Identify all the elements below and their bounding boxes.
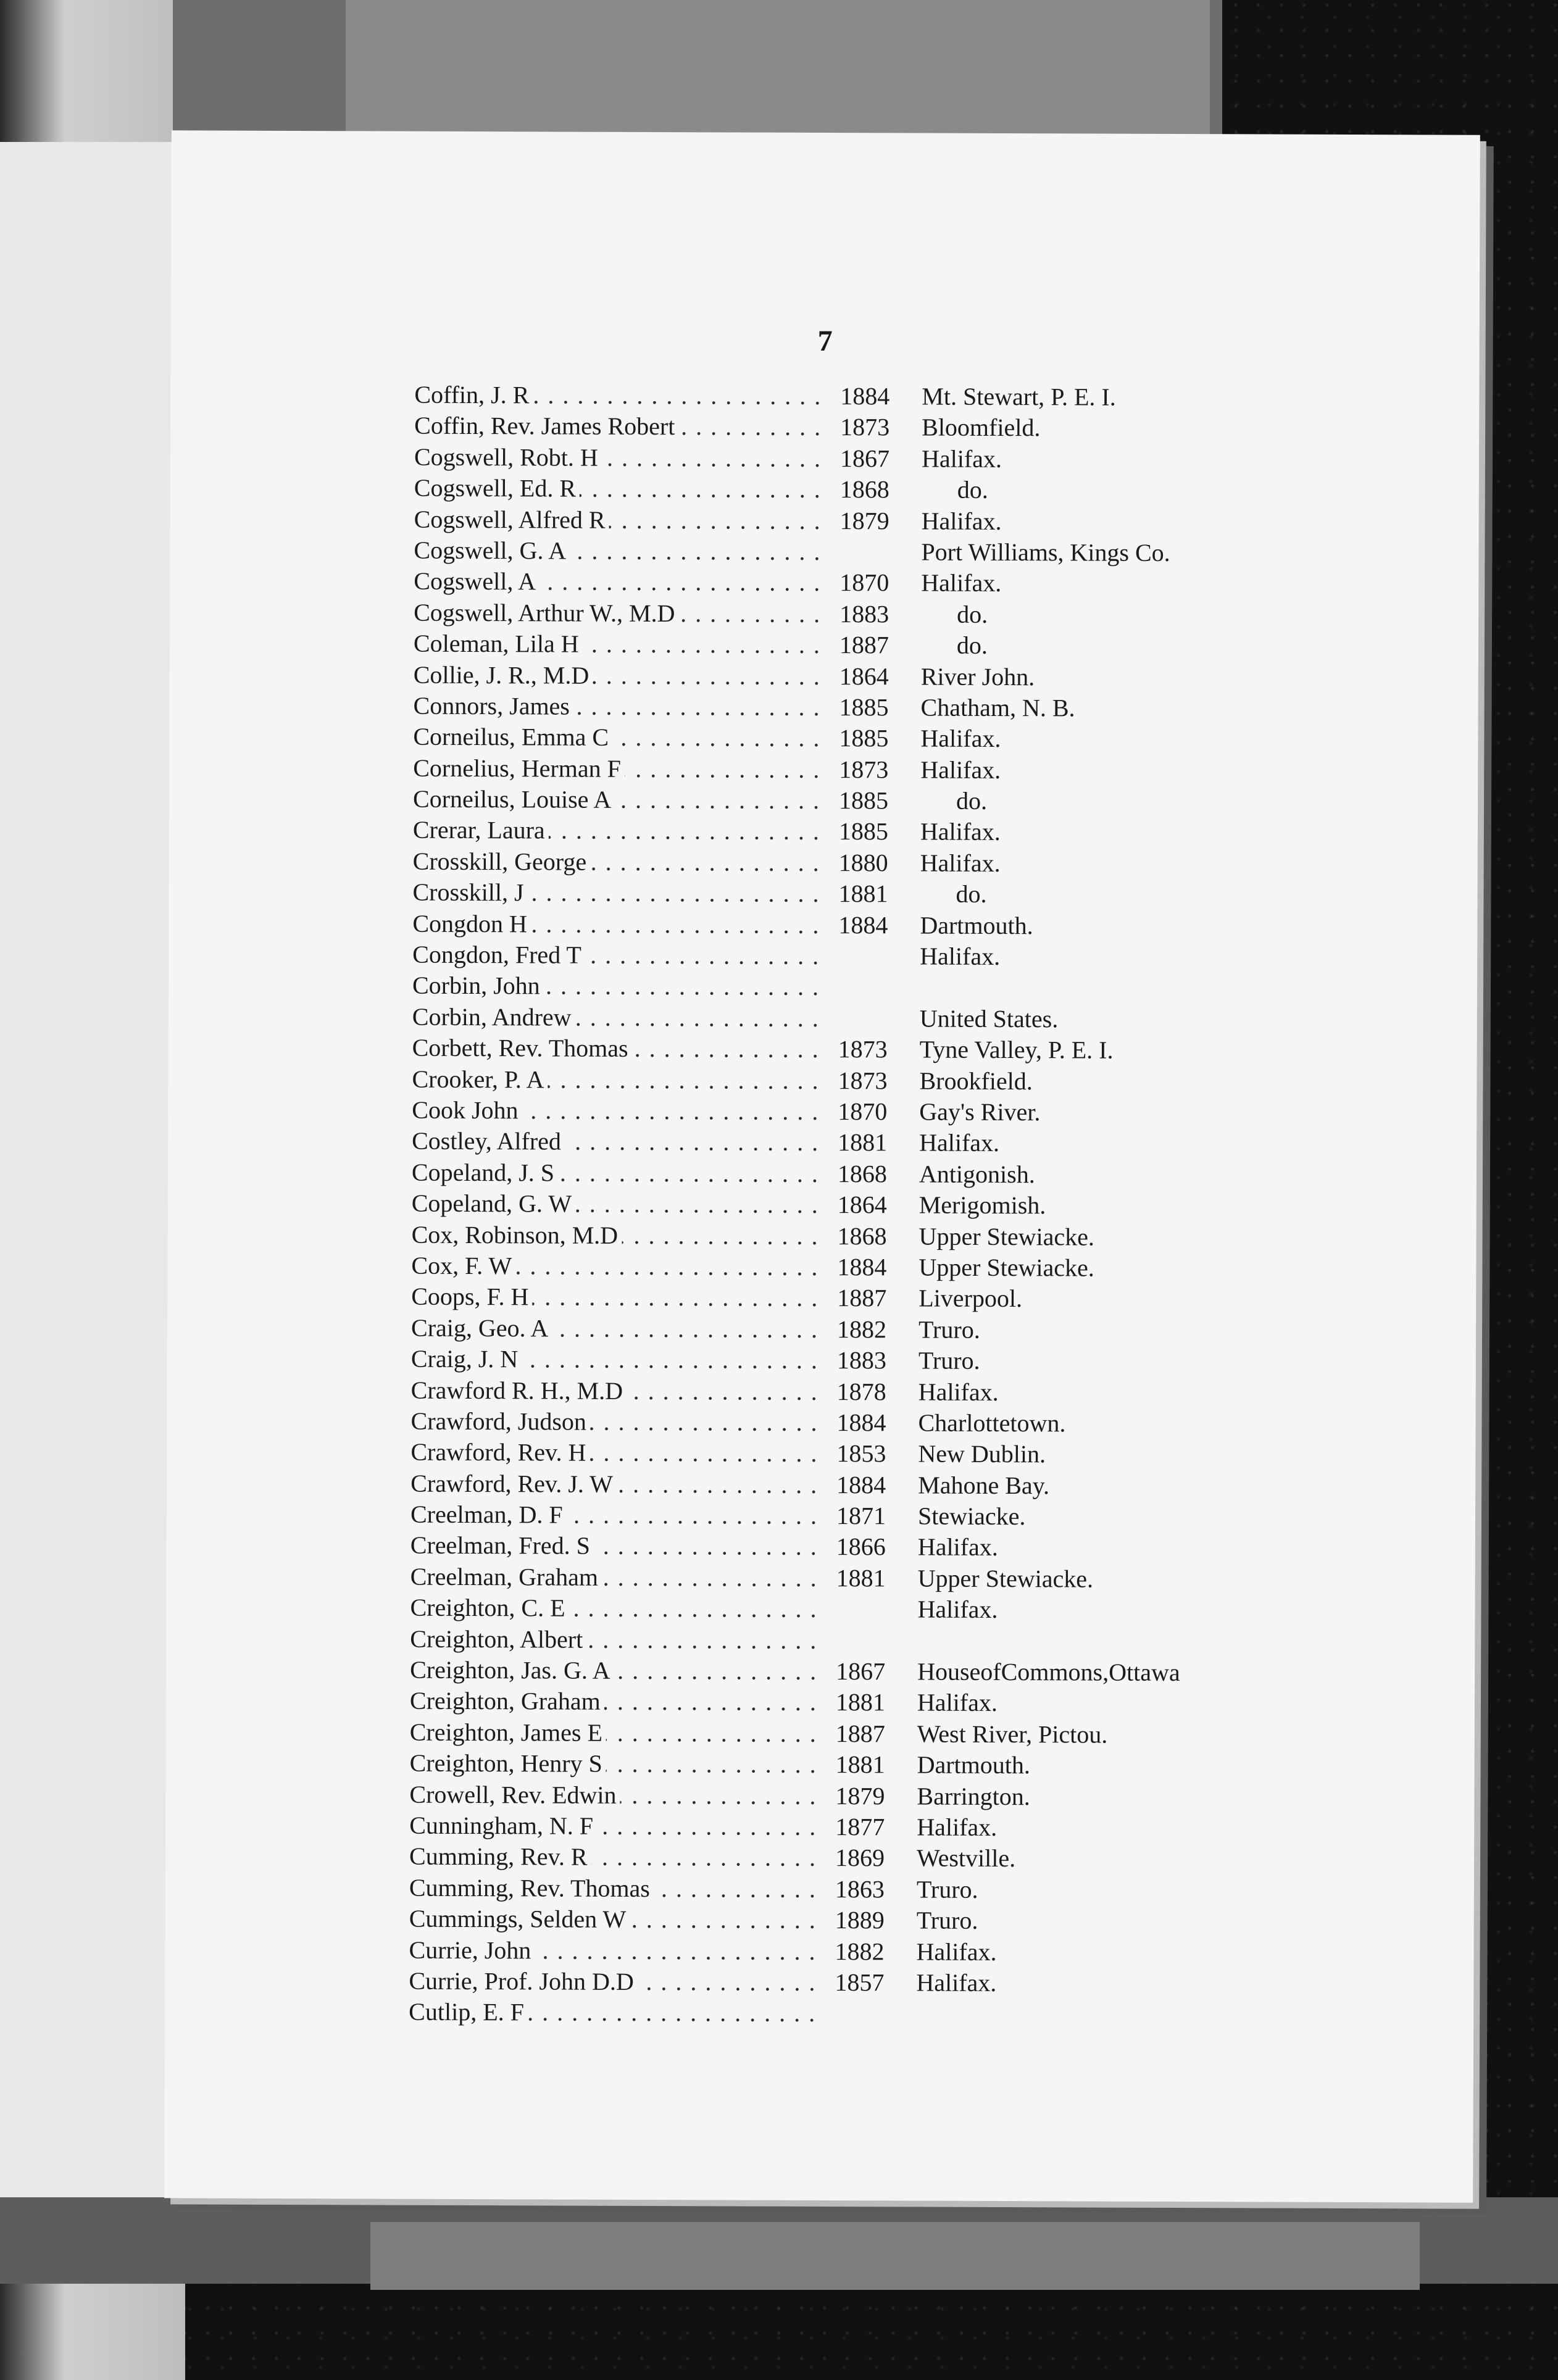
list-item xyxy=(414,410,1439,445)
entry-name-cell xyxy=(413,784,828,816)
entry-year: 1881 xyxy=(838,1128,888,1157)
entry-place: Halifax. xyxy=(916,1968,997,1997)
entry-place: Port Williams, Kings Co. xyxy=(921,538,1170,567)
entry-place: Halifax. xyxy=(917,1595,998,1624)
entry-place: Gay's River. xyxy=(919,1097,1041,1126)
entry-place: Truro. xyxy=(918,1346,980,1375)
list-item xyxy=(409,1997,1433,2031)
entry-place: Merigomish. xyxy=(919,1191,1046,1220)
entry-place: Halifax. xyxy=(917,1813,998,1841)
entry-name-cell xyxy=(409,1841,824,1873)
list-item xyxy=(414,566,1438,601)
entry-place: Halifax. xyxy=(920,755,1001,784)
entry-year: 1883 xyxy=(839,599,889,628)
entry-year: 1853 xyxy=(836,1439,886,1468)
entry-year: 1870 xyxy=(838,1097,888,1126)
entry-place: Halifax. xyxy=(921,507,1002,535)
entry-year: 1887 xyxy=(837,1284,887,1312)
entry-place: Halifax. xyxy=(916,1937,997,1966)
entry-year: 1878 xyxy=(836,1377,886,1405)
entry-year: 1882 xyxy=(837,1315,887,1344)
entry-name-cell xyxy=(411,1344,826,1376)
entry-year: 1864 xyxy=(837,1191,887,1219)
entry-name-cell xyxy=(414,597,828,629)
entry-name-cell xyxy=(412,939,827,972)
entry-name: Corneilus, Emma C xyxy=(413,723,612,751)
list-item xyxy=(412,908,1437,942)
entry-name: Cogswell, G. A xyxy=(414,536,570,565)
list-item xyxy=(410,1686,1435,1720)
facing-page-edge xyxy=(0,142,183,2241)
entry-name: Currie, Prof. John D.D xyxy=(409,1967,638,1995)
entry-name-cell xyxy=(412,1219,827,1251)
entry-year: 1863 xyxy=(835,1874,885,1904)
entry-place: do. xyxy=(956,631,988,660)
list-item xyxy=(410,1748,1435,1783)
entry-name-cell xyxy=(410,1686,825,1718)
entry-name-cell xyxy=(409,1779,824,1811)
entry-place: Halifax. xyxy=(920,818,1001,846)
entry-year: 1881 xyxy=(836,1563,886,1592)
list-item xyxy=(409,1779,1434,1813)
entry-place: do. xyxy=(956,786,988,815)
entry-name-cell xyxy=(411,1281,826,1313)
list-item xyxy=(412,1001,1437,1036)
entry-year: 1873 xyxy=(838,1035,888,1063)
entry-name: Cox, Robinson, M.D xyxy=(412,1220,622,1249)
entry-year: 1884 xyxy=(836,1408,886,1437)
list-item xyxy=(413,784,1438,818)
entry-name: Corbin, John xyxy=(412,972,544,1000)
entry-place: do. xyxy=(957,600,988,628)
entry-name-cell xyxy=(410,1748,825,1780)
entry-place: Halifax. xyxy=(917,1688,998,1717)
entry-place: Truro. xyxy=(916,1875,978,1904)
entry-name: Cook John xyxy=(412,1096,522,1125)
top-scan-band-inner xyxy=(346,0,1210,139)
list-item xyxy=(413,752,1438,787)
entry-place: Halifax. xyxy=(918,1378,999,1406)
entry-year: 1870 xyxy=(839,568,889,597)
entry-name: Crawford, Rev. H xyxy=(410,1438,589,1467)
entry-name-cell xyxy=(414,410,829,443)
entry-name: Cutlip, E. F xyxy=(409,1998,528,2026)
entry-name: Cogswell, Robt. H xyxy=(414,443,602,471)
list-item xyxy=(411,1281,1436,1316)
entry-name-cell xyxy=(413,846,828,878)
list-item xyxy=(413,722,1438,756)
entry-name: Creighton, Graham xyxy=(410,1687,604,1715)
entry-year: 1868 xyxy=(837,1221,887,1250)
list-item xyxy=(412,1188,1436,1223)
entry-name-cell xyxy=(412,1033,827,1065)
entry-year: 1889 xyxy=(835,1906,885,1934)
entry-year: 1866 xyxy=(836,1533,886,1561)
entry-place: Mt. Stewart, P. E. I. xyxy=(922,382,1116,411)
entry-name: Creelman, Fred. S xyxy=(410,1531,594,1560)
entry-year: 1882 xyxy=(835,1937,885,1965)
list-item xyxy=(410,1406,1435,1441)
entry-name: Crawford, Judson xyxy=(410,1407,590,1436)
entry-name: Congdon, Fred T xyxy=(412,941,585,969)
entry-place: Halifax. xyxy=(919,1128,1000,1157)
entry-year: 1879 xyxy=(839,506,889,535)
entry-place: Tyne Valley, P. E. I. xyxy=(919,1035,1114,1064)
entry-name: Crowell, Rev. Edwin xyxy=(409,1780,620,1808)
list-item xyxy=(412,1095,1436,1130)
entry-name: Creighton, Henry S xyxy=(410,1749,606,1778)
entry-name: Cornelius, Herman F xyxy=(413,754,625,782)
entry-year: 1885 xyxy=(839,693,889,722)
entry-name-cell xyxy=(410,1437,825,1469)
entry-place: Upper Stewiacke. xyxy=(919,1222,1095,1251)
entry-name-cell xyxy=(410,1592,825,1625)
list-item xyxy=(413,846,1438,881)
entry-name-cell xyxy=(412,877,827,909)
entry-name: Creighton, C. E xyxy=(410,1594,569,1622)
list-item xyxy=(410,1655,1435,1689)
entry-name: Cummings, Selden W xyxy=(409,1905,630,1933)
entry-name: Crawford, Rev. J. W xyxy=(410,1469,617,1497)
entry-place: Westville. xyxy=(917,1844,1016,1873)
list-item xyxy=(409,1934,1433,1969)
entry-name-cell xyxy=(410,1562,825,1594)
entry-year: 1885 xyxy=(838,817,888,846)
entry-name: Copeland, J. S xyxy=(412,1158,558,1186)
entry-name-cell xyxy=(410,1499,825,1531)
list-item xyxy=(414,691,1438,725)
entry-year: 1881 xyxy=(835,1750,885,1779)
entry-place: Halifax. xyxy=(920,942,1001,971)
entry-name: Congdon H xyxy=(412,909,531,938)
list-item xyxy=(413,815,1438,849)
entry-name-cell xyxy=(414,628,828,660)
entry-year: 1884 xyxy=(840,382,890,410)
entry-year: 1879 xyxy=(835,1781,885,1810)
entry-place: Truro. xyxy=(916,1906,978,1935)
entry-name-cell xyxy=(411,1375,826,1407)
entry-place: United States. xyxy=(919,1004,1059,1033)
entry-place: Antigonish. xyxy=(919,1160,1035,1188)
entry-place: Dartmouth. xyxy=(917,1750,1031,1779)
list-item xyxy=(410,1499,1435,1534)
entry-name-cell xyxy=(409,1810,824,1842)
entry-name: Costley, Alfred xyxy=(412,1127,565,1155)
entry-year: 1884 xyxy=(838,910,888,939)
entry-name-cell xyxy=(414,504,829,536)
list-item xyxy=(410,1530,1435,1565)
entry-name-cell xyxy=(412,1063,827,1096)
entry-name: Coffin, Rev. James Robert xyxy=(414,412,678,440)
list-item xyxy=(414,441,1439,476)
entry-name: Cumming, Rev. R xyxy=(409,1842,591,1871)
entry-name-cell xyxy=(414,691,828,723)
entry-name: Cumming, Rev. Thomas xyxy=(409,1873,654,1902)
entry-place: Stewiacke. xyxy=(917,1502,1026,1531)
entry-place: Dartmouth. xyxy=(920,911,1033,939)
list-item xyxy=(409,1872,1434,1907)
list-item xyxy=(412,1033,1437,1067)
entry-year: 1868 xyxy=(837,1159,888,1188)
entry-place: West River, Pictou. xyxy=(917,1720,1108,1749)
list-item xyxy=(411,1250,1436,1285)
entry-place: New Dublin. xyxy=(918,1439,1046,1468)
entry-name-cell xyxy=(410,1530,825,1562)
list-item xyxy=(409,1904,1434,1938)
entry-name-cell xyxy=(410,1468,825,1500)
list-item xyxy=(409,1966,1433,2000)
entry-year: 1857 xyxy=(835,1968,885,1997)
entry-name-cell xyxy=(412,908,827,940)
entry-name: Cunningham, N. F xyxy=(409,1812,597,1840)
entry-year: 1884 xyxy=(837,1253,887,1281)
entry-name: Cogswell, Alfred R xyxy=(414,505,609,533)
entry-name: Coleman, Lila H xyxy=(414,630,583,658)
entry-name: Copeland, G. W xyxy=(412,1189,575,1218)
entry-name-cell xyxy=(409,1997,823,2029)
entry-place: Barrington. xyxy=(917,1782,1030,1810)
entry-name-cell xyxy=(414,441,829,473)
entry-year: 1867 xyxy=(839,444,890,473)
entry-year: 1873 xyxy=(840,413,890,441)
list-item xyxy=(412,1126,1436,1160)
entry-name: Coops, F. H xyxy=(411,1283,532,1311)
entry-name: Cox, F. W xyxy=(411,1252,515,1280)
entry-name: Crawford R. H., M.D xyxy=(411,1376,627,1404)
entry-year: 1881 xyxy=(835,1688,886,1716)
entry-place: Brookfield. xyxy=(919,1067,1033,1095)
entry-place: Upper Stewiacke. xyxy=(917,1564,1094,1593)
entry-name-cell xyxy=(412,1157,827,1189)
entry-year: 1885 xyxy=(839,724,889,752)
entry-name: Crooker, P. A xyxy=(412,1065,548,1093)
entry-name-cell xyxy=(409,1934,823,1966)
list-item xyxy=(412,970,1437,1005)
entry-name-cell xyxy=(410,1655,825,1687)
list-item xyxy=(409,1841,1434,1876)
entry-name: Creelman, Graham xyxy=(410,1563,602,1591)
entry-name-cell xyxy=(410,1623,825,1655)
list-item xyxy=(412,1219,1436,1254)
list-item xyxy=(412,1157,1436,1191)
entry-name: Creelman, D. F xyxy=(410,1500,567,1529)
list-item xyxy=(410,1716,1435,1751)
document-page xyxy=(164,130,1480,2202)
page-number: 7 xyxy=(817,324,833,358)
entry-place: River John. xyxy=(920,662,1035,691)
entry-name: Creighton, Jas. G. A xyxy=(410,1656,614,1684)
entry-name-cell xyxy=(413,815,828,847)
entry-name-cell xyxy=(413,722,828,754)
entry-year: 1873 xyxy=(838,1066,888,1094)
entry-place: Halifax. xyxy=(921,444,1002,473)
entry-name-cell xyxy=(410,1406,825,1438)
list-item xyxy=(412,939,1437,974)
entry-name-cell xyxy=(414,535,828,567)
entry-place: HouseofCommons,Ottawa xyxy=(917,1657,1180,1687)
entry-name: Crerar, Laura xyxy=(413,816,549,844)
entry-place: Charlottetown. xyxy=(918,1408,1066,1438)
entry-place: Bloomfield. xyxy=(922,413,1041,442)
entry-place: Liverpool. xyxy=(919,1284,1023,1313)
entry-place: do. xyxy=(957,475,988,504)
list-item xyxy=(414,504,1439,538)
entry-place: Chatham, N. B. xyxy=(920,693,1075,722)
entry-year: 1871 xyxy=(836,1502,886,1530)
entry-place: Halifax. xyxy=(921,568,1002,597)
entry-place: Halifax. xyxy=(920,849,1001,877)
list-item xyxy=(412,877,1437,912)
entry-year: 1873 xyxy=(839,755,889,784)
entry-year: 1864 xyxy=(839,662,889,690)
member-list xyxy=(409,380,1439,2031)
entry-name: Cogswell, A xyxy=(414,567,539,596)
entry-name-cell xyxy=(409,1904,824,1936)
entry-name: Cogswell, Ed. R xyxy=(414,474,580,502)
entry-place: do. xyxy=(956,880,987,909)
entry-name: Crosskill, J xyxy=(412,878,527,907)
entry-name: Creighton, James E xyxy=(410,1718,606,1746)
list-item xyxy=(410,1562,1435,1596)
entry-place: Halifax. xyxy=(920,724,1001,753)
entry-name: Crosskill, George xyxy=(413,847,591,876)
entry-name-cell xyxy=(411,1312,826,1344)
entry-year: 1867 xyxy=(836,1657,886,1686)
list-item xyxy=(411,1375,1436,1409)
list-item xyxy=(410,1592,1435,1627)
entry-place: Mahone Bay. xyxy=(918,1471,1050,1499)
entry-year: 1885 xyxy=(838,786,889,815)
entry-name-cell xyxy=(414,659,828,691)
entry-year: 1887 xyxy=(839,631,889,659)
entry-name-cell xyxy=(411,1250,826,1283)
entry-name: Craig, J. N xyxy=(411,1345,522,1373)
list-item xyxy=(414,628,1438,663)
list-item xyxy=(411,1312,1436,1347)
entry-name: Connors, James xyxy=(414,692,573,720)
entry-name-cell xyxy=(414,473,829,505)
list-item xyxy=(409,1810,1434,1845)
bottom-scan-band-inner xyxy=(370,2222,1420,2290)
list-item xyxy=(414,473,1439,507)
entry-name-cell xyxy=(412,970,827,1002)
entry-name-cell xyxy=(413,752,828,784)
entry-name: Coffin, J. R xyxy=(414,381,533,409)
entry-year: 1880 xyxy=(838,848,888,877)
list-item xyxy=(410,1468,1435,1502)
list-item xyxy=(414,380,1439,414)
entry-year: 1869 xyxy=(835,1844,885,1872)
entry-name: Currie, John xyxy=(409,1936,535,1964)
entry-place: Halifax. xyxy=(917,1533,998,1562)
entry-place: Upper Stewiacke. xyxy=(919,1253,1094,1282)
entry-name-cell xyxy=(412,1095,827,1127)
entry-year: 1884 xyxy=(836,1470,886,1499)
entry-name-cell xyxy=(414,566,828,598)
list-item xyxy=(410,1437,1435,1471)
entry-name: Corbin, Andrew xyxy=(412,1002,575,1031)
entry-name-cell xyxy=(412,1188,827,1220)
entry-year: 1868 xyxy=(839,475,889,504)
entry-year: 1881 xyxy=(838,880,888,908)
list-item xyxy=(414,597,1438,631)
list-item xyxy=(414,659,1438,694)
list-item xyxy=(410,1623,1435,1658)
entry-name-cell xyxy=(414,380,829,412)
entry-name-cell xyxy=(409,1966,823,1998)
list-item xyxy=(412,1063,1436,1098)
entry-name: Corbett, Rev. Thomas xyxy=(412,1034,632,1062)
entry-name: Craig, Geo. A xyxy=(411,1313,552,1342)
entry-year: 1883 xyxy=(836,1346,886,1375)
entry-year: 1887 xyxy=(835,1719,885,1748)
entry-place: Truro. xyxy=(919,1315,980,1344)
list-item xyxy=(411,1344,1436,1378)
entry-name-cell xyxy=(412,1126,827,1158)
entry-name: Corneilus, Louise A xyxy=(413,785,615,813)
entry-name-cell xyxy=(409,1872,824,1904)
entry-name: Collie, J. R., M.D xyxy=(414,660,593,689)
entry-name-cell xyxy=(410,1716,825,1749)
list-item xyxy=(414,535,1438,570)
entry-name: Creighton, Albert xyxy=(410,1625,586,1653)
entry-name: Cogswell, Arthur W., M.D xyxy=(414,598,679,626)
entry-year: 1877 xyxy=(835,1813,885,1841)
entry-name-cell xyxy=(412,1001,827,1033)
